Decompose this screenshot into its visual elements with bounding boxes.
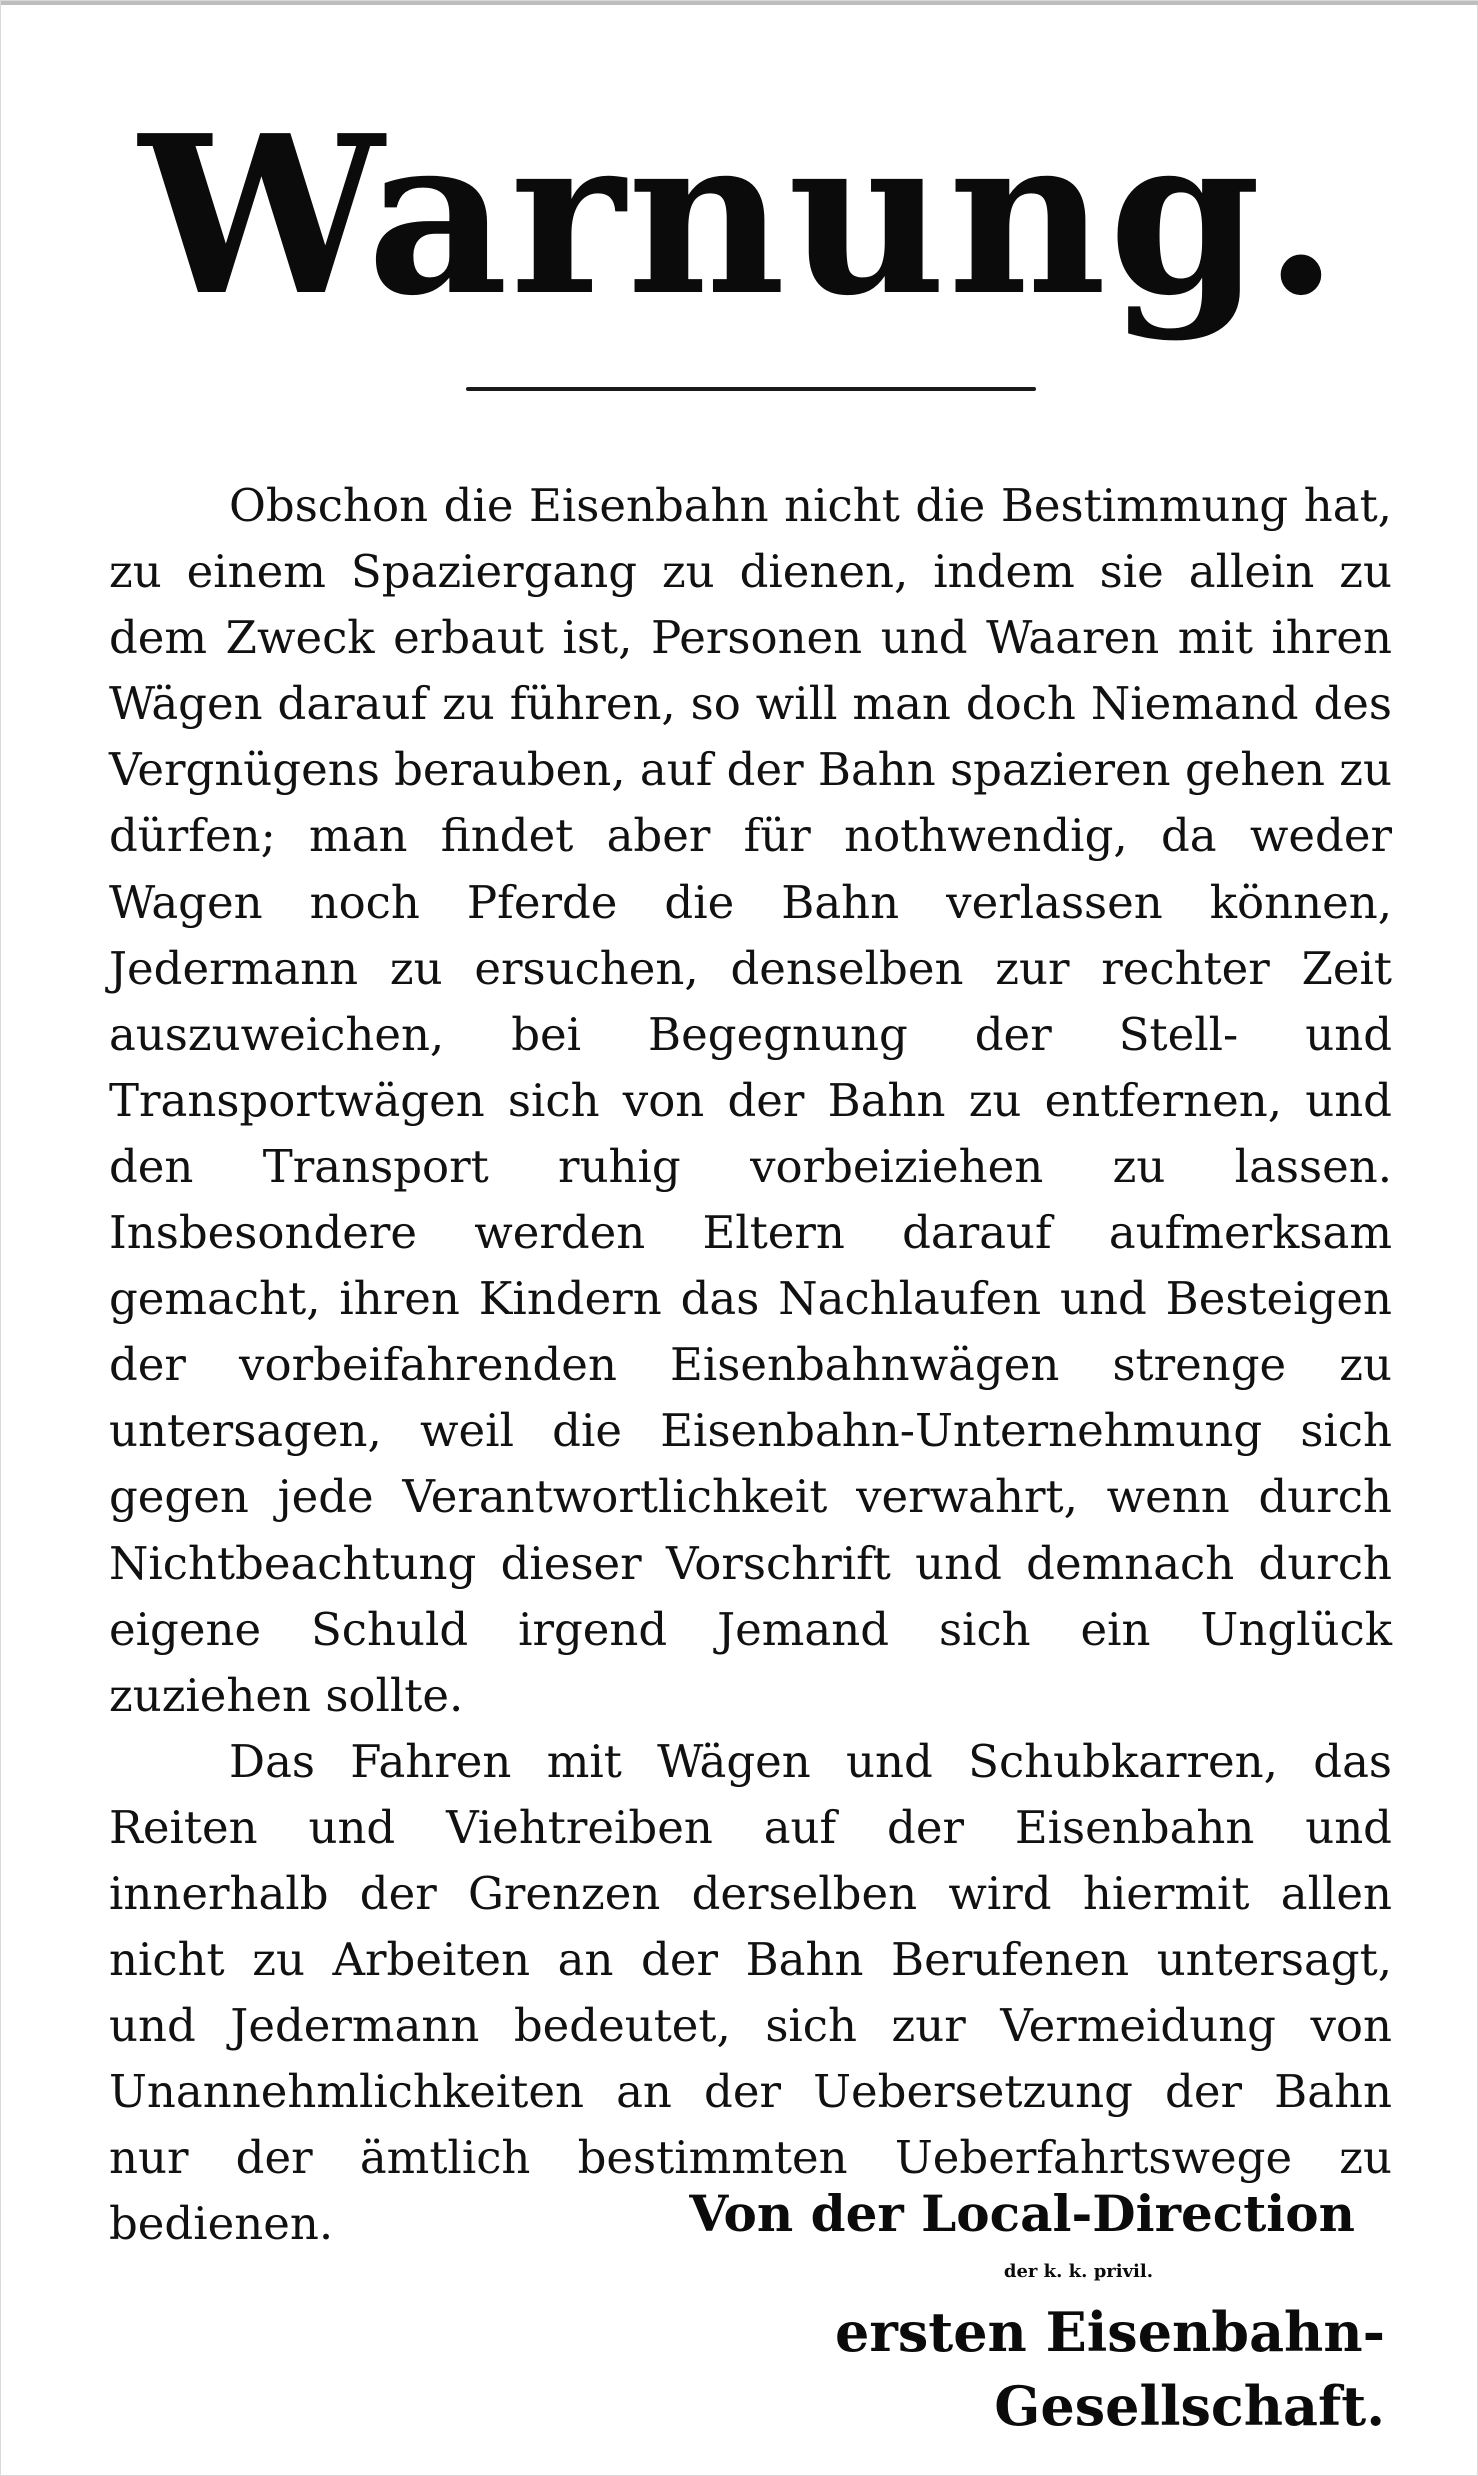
signature-company: ersten Eisenbahn-Gesellschaft. [835, 2300, 1385, 2438]
notice-body [109, 473, 1392, 2258]
signature-qualifier: der k. k. privil. [1003, 2261, 1153, 2282]
notice-paragraph-2: Das Fahren mit Wägen und Schubkarren, das Reiten und Viehtreiben auf der Eisenbahn und innerhalb der Grenzen derselben wird hiermit allen nicht zu Arbeiten an der Bahn Berufenen untersagt, und Jedermann bedeutet, sich zur Vermeidung von Unannehmlichkeiten an der Uebersetzung der Bahn nur der ämtlich bestimmten Ueberfahrtswege zu bedienen. [109, 1734, 1392, 2251]
notice-paragraph-1: Obschon die Eisenbahn nicht die Bestimmung hat, zu einem Spaziergang zu dienen, indem sie allein zu dem Zweck erbaut ist, Personen und Waaren mit ihren Wägen darauf zu führen, so will man doch Niemand des Vergnügens berauben, auf der Bahn spazieren gehen zu dürfen; man findet aber für nothwendig, da weder Wagen noch Pferde die Bahn verlassen können, Jedermann zu ersuchen, denselben zur rechter Zeit auszuweichen, bei Begegnung der Stell- und Transportwägen sich von der Bahn zu entfernen, und den Transport ruhig vorbeiziehen zu lassen. Insbesondere werden Eltern darauf aufmerksam gemacht, ihren Kindern das Nachlaufen und Besteigen der vorbeifahrenden Eisenbahnwägen strenge zu untersagen, weil die Eisenbahn-Unternehmung sich gegen jede Verantwortlichkeit verwahrt, wenn durch Nichtbeachtung dieser Vorschrift und demnach durch eigene Schuld irgend Jemand sich ein Unglück zuziehen sollte. [109, 479, 1392, 1722]
title-divider-line [466, 387, 1036, 391]
signature-authority: Von der Local-Direction [689, 2184, 1355, 2243]
poster-title: Warnung. [139, 88, 1341, 344]
signature-block [545, 2179, 1385, 2443]
top-border-line [1, 1, 1478, 5]
